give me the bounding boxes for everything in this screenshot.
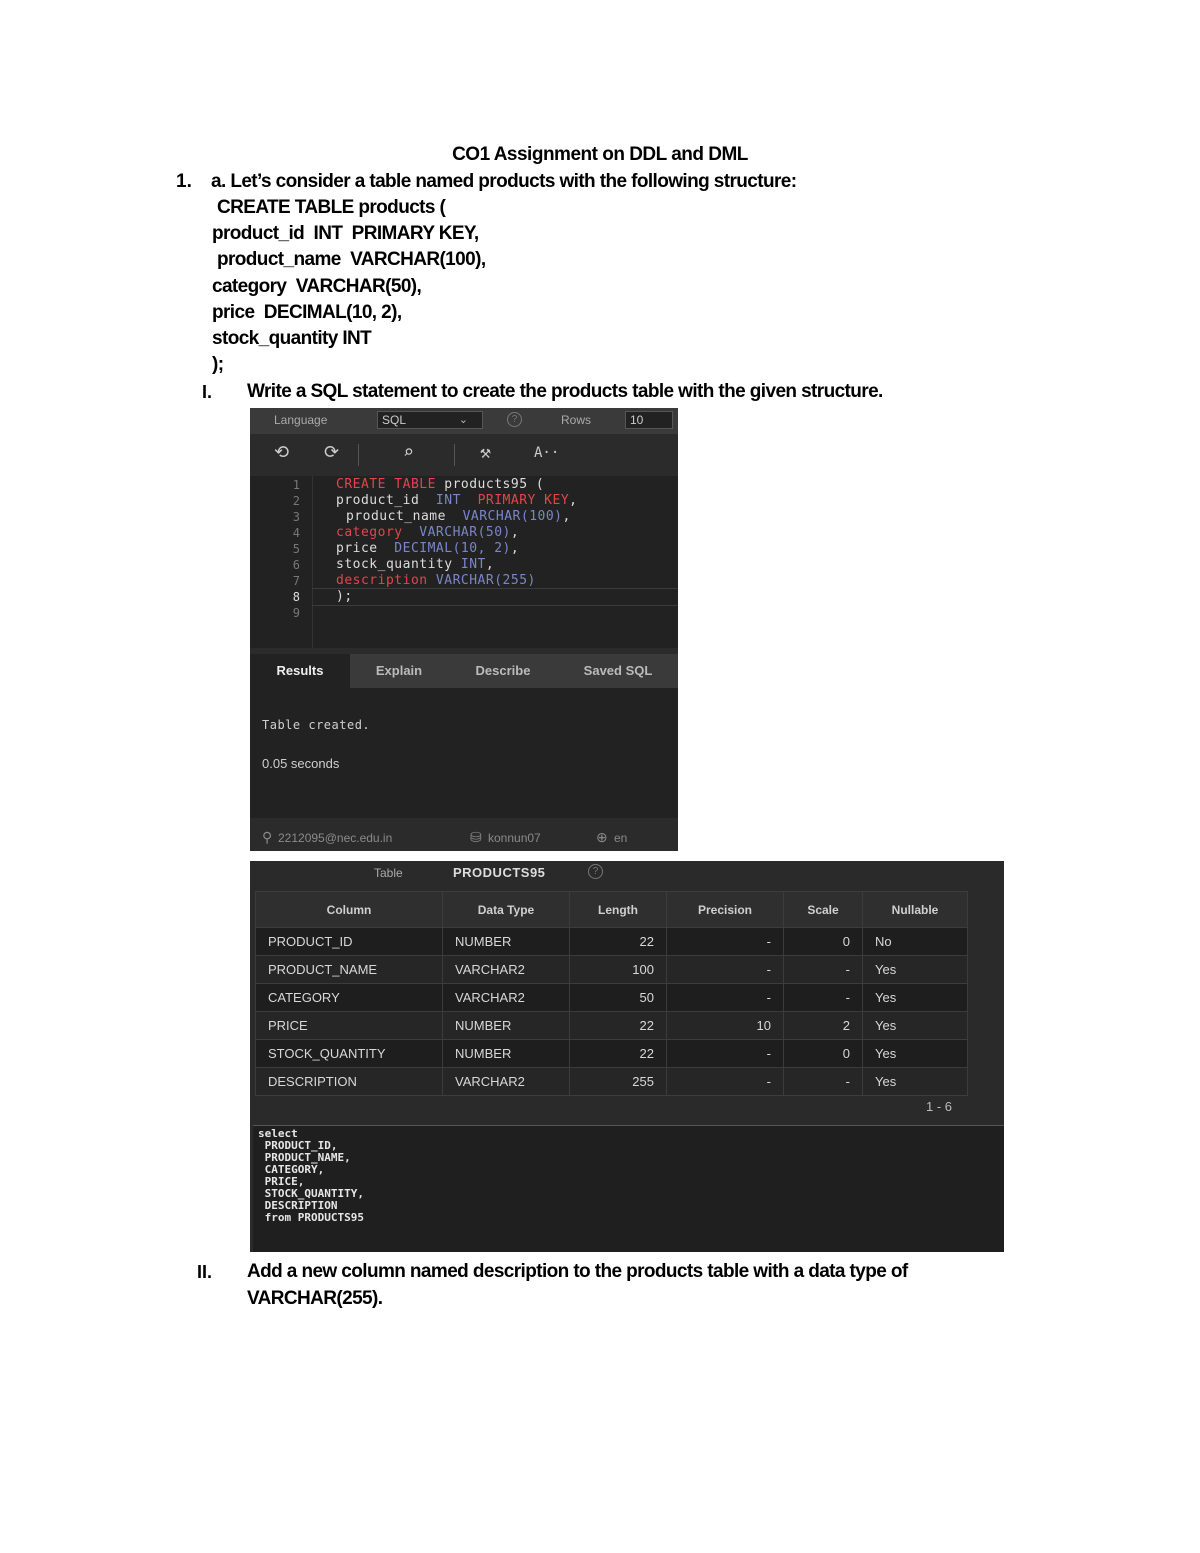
ddl-line: price DECIMAL(10, 2), — [212, 302, 402, 323]
cell-nullable: Yes — [863, 1068, 968, 1096]
question-number: 1. — [176, 171, 192, 192]
cell-nullable: Yes — [863, 984, 968, 1012]
code-token: ); — [336, 589, 353, 604]
help-icon[interactable]: ? — [588, 864, 603, 879]
line-number: 3 — [292, 510, 300, 524]
tab-explain[interactable]: Explain — [375, 663, 423, 678]
sql-line: PRICE, — [258, 1175, 305, 1188]
help-icon[interactable]: ? — [507, 412, 522, 427]
editor-tools — [250, 434, 678, 474]
result-message: Table created. — [262, 718, 371, 732]
redo-icon[interactable]: ⟳ — [324, 442, 340, 463]
sub-item-text-continued: VARCHAR(255). — [247, 1288, 383, 1309]
cell-length: 50 — [570, 984, 667, 1012]
cell-nullable: Yes — [863, 1040, 968, 1068]
ddl-line: category VARCHAR(50), — [212, 276, 422, 297]
describe-header — [250, 861, 1004, 889]
table-row — [256, 1040, 968, 1068]
table-row — [256, 1068, 968, 1096]
cell-type: VARCHAR2 — [443, 1068, 570, 1096]
code-token: CREATE TABLE — [336, 477, 436, 492]
sql-editor-screenshot — [250, 408, 678, 851]
code-line — [336, 589, 353, 604]
code-line — [336, 493, 577, 508]
cell-scale: - — [784, 1068, 863, 1096]
cell-length: 22 — [570, 928, 667, 956]
column-header: Precision — [667, 892, 784, 928]
chevron-down-icon: ⌄ — [458, 414, 468, 426]
code-token: VARCHAR(100) — [462, 509, 563, 524]
table-row — [256, 928, 968, 956]
code-token: PRIMARY KEY — [477, 493, 570, 508]
cell-length: 100 — [570, 956, 667, 984]
cell-length: 255 — [570, 1068, 667, 1096]
cell-nullable: Yes — [863, 956, 968, 984]
current-line-highlight — [312, 588, 678, 606]
code-token: INT — [435, 493, 478, 508]
rows-label: Rows — [561, 413, 592, 427]
code-token: stock_quantity — [336, 557, 461, 572]
line-number: 1 — [292, 478, 300, 492]
sql-line: PRODUCT_NAME, — [258, 1151, 351, 1164]
ddl-line: product_name VARCHAR(100), — [217, 249, 486, 270]
cell-type: VARCHAR2 — [443, 956, 570, 984]
column-header: Data Type — [443, 892, 570, 928]
generated-sql — [253, 1125, 1004, 1252]
cell-type: NUMBER — [443, 1040, 570, 1068]
gutter-divider — [312, 476, 313, 648]
line-number: 9 — [292, 606, 300, 620]
cell-scale: 2 — [784, 1012, 863, 1040]
line-number: 4 — [292, 526, 300, 540]
code-token: , — [510, 525, 520, 540]
code-token: products95 ( — [435, 477, 545, 492]
line-number: 6 — [292, 558, 300, 572]
language-value: SQL — [382, 413, 407, 427]
rows-input[interactable]: 10 — [625, 411, 673, 429]
undo-icon[interactable]: ⟲ — [274, 442, 290, 463]
search-icon[interactable]: ⌕ — [403, 442, 414, 463]
cell-scale: 0 — [784, 928, 863, 956]
tab-results[interactable]: Results — [250, 654, 350, 688]
sql-line: PRODUCT_ID, — [258, 1139, 338, 1152]
code-token: description — [336, 573, 436, 588]
cell-type: VARCHAR2 — [443, 984, 570, 1012]
document-title: CO1 Assignment on DDL and DML — [452, 144, 748, 165]
results-panel — [250, 688, 678, 818]
code-line — [336, 557, 494, 572]
cell-scale: 0 — [784, 1040, 863, 1068]
code-token: product_name — [346, 509, 463, 524]
tab-saved-sql[interactable]: Saved SQL — [583, 663, 653, 678]
sub-item-number: I. — [202, 382, 213, 402]
cell-precision: - — [667, 928, 784, 956]
editor-footer — [250, 824, 678, 851]
cell-precision: 10 — [667, 1012, 784, 1040]
code-line — [346, 509, 571, 524]
sql-line: STOCK_QUANTITY, — [258, 1187, 364, 1200]
sub-item-text: Add a new column named description to the products table with a data type of — [247, 1261, 908, 1282]
cell-column: DESCRIPTION — [256, 1068, 443, 1096]
sql-line: CATEGORY, — [258, 1163, 325, 1176]
code-token: product_id — [336, 493, 436, 508]
line-number: 8 — [292, 590, 300, 604]
column-header: Scale — [784, 892, 863, 928]
header-row — [256, 892, 968, 928]
table-name: PRODUCTS95 — [453, 865, 546, 880]
tab-describe[interactable]: Describe — [475, 663, 531, 678]
cell-precision: - — [667, 984, 784, 1012]
ddl-line: stock_quantity INT — [212, 328, 372, 349]
database-icon: ⛁ — [470, 829, 482, 845]
line-number: 2 — [292, 494, 300, 508]
editor-toolbar — [250, 408, 678, 434]
ddl-line: ); — [212, 354, 224, 375]
language-label: Language — [274, 413, 328, 427]
ddl-line: CREATE TABLE products ( — [217, 197, 446, 218]
line-number: 5 — [292, 542, 300, 556]
cell-column: STOCK_QUANTITY — [256, 1040, 443, 1068]
ddl-line: product_id INT PRIMARY KEY, — [212, 223, 479, 244]
globe-icon[interactable]: ⊕ — [596, 829, 608, 845]
sql-line: from PRODUCTS95 — [258, 1211, 364, 1224]
toolbar-divider — [454, 444, 455, 466]
cell-nullable: Yes — [863, 1012, 968, 1040]
pagination-range: 1 - 6 — [925, 1099, 952, 1114]
language-code[interactable]: en — [614, 831, 628, 845]
sub-item-number: II. — [197, 1262, 213, 1282]
sql-line: select — [258, 1127, 298, 1140]
describe-grid — [255, 891, 968, 1096]
code-line — [336, 477, 544, 492]
table-row — [256, 1012, 968, 1040]
cell-type: NUMBER — [443, 928, 570, 956]
format-icon[interactable]: ⚒ — [480, 442, 491, 463]
code-token: , — [485, 557, 495, 572]
code-token: INT — [460, 557, 486, 572]
column-header: Length — [570, 892, 667, 928]
code-token: , — [569, 493, 578, 508]
sub-item-text: Write a SQL statement to create the products table with the given structure. — [247, 381, 883, 402]
cell-nullable: No — [863, 928, 968, 956]
user-email: 2212095@nec.edu.in — [278, 831, 393, 845]
language-select[interactable] — [377, 411, 483, 429]
cell-column: PRICE — [256, 1012, 443, 1040]
code-token: category — [336, 525, 420, 540]
code-token: price — [336, 541, 395, 556]
cell-scale: - — [784, 956, 863, 984]
code-line — [336, 541, 519, 556]
column-header: Column — [256, 892, 443, 928]
schema-name: konnun07 — [488, 831, 541, 845]
code-token: , — [562, 509, 571, 524]
code-token: VARCHAR(255) — [435, 573, 536, 588]
column-header: Nullable — [863, 892, 968, 928]
sql-line: DESCRIPTION — [258, 1199, 338, 1212]
table-row — [256, 956, 968, 984]
cell-scale: - — [784, 984, 863, 1012]
cell-length: 22 — [570, 1012, 667, 1040]
code-line — [336, 573, 536, 588]
table-label: Table — [374, 866, 403, 880]
cell-column: CATEGORY — [256, 984, 443, 1012]
user-icon: ⚲ — [262, 829, 273, 845]
line-number: 7 — [292, 574, 300, 588]
result-time: 0.05 seconds — [262, 756, 340, 771]
cell-column: PRODUCT_NAME — [256, 956, 443, 984]
cell-length: 22 — [570, 1040, 667, 1068]
cell-precision: - — [667, 1068, 784, 1096]
question-lead: a. Let’s consider a table named products with the following structure: — [211, 171, 797, 192]
result-tabs — [250, 654, 678, 688]
cell-precision: - — [667, 956, 784, 984]
code-token: VARCHAR(50) — [419, 525, 511, 540]
code-line — [336, 525, 519, 540]
code-token: DECIMAL(10, 2) — [394, 541, 511, 556]
table-row — [256, 984, 968, 1012]
describe-table-screenshot — [250, 861, 1004, 1252]
cell-column: PRODUCT_ID — [256, 928, 443, 956]
toolbar-divider — [358, 444, 359, 466]
code-token: , — [510, 541, 520, 556]
cell-type: NUMBER — [443, 1012, 570, 1040]
cell-precision: - — [667, 1040, 784, 1068]
font-size-icon[interactable]: A·· — [534, 445, 560, 461]
